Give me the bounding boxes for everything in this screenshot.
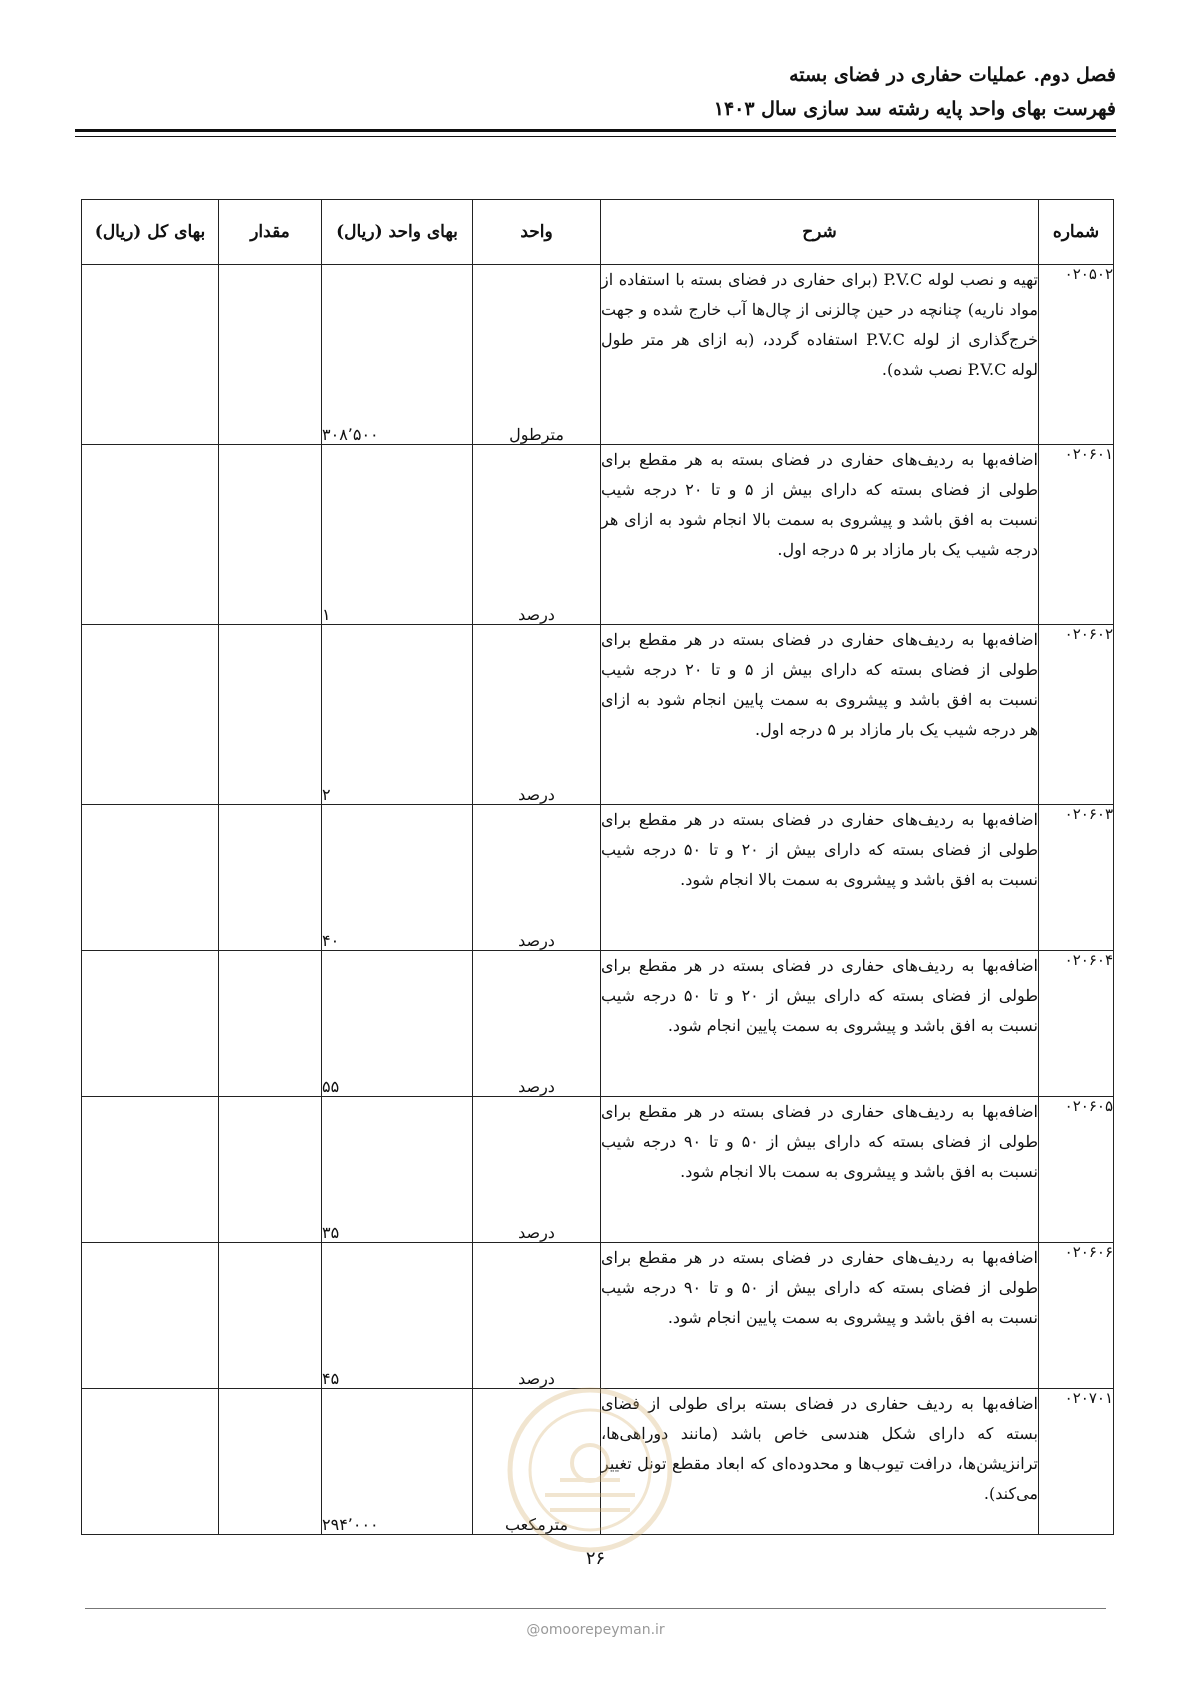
row-quantity	[219, 265, 322, 445]
table-row	[82, 1243, 1114, 1389]
row-description: اضافه‌بها به ردیف‌های حفاری در فضای بسته به هر مقطع برای طولی از فضای بسته که دارای بیش از ۵ و تا ۲۰ درجه شیب نسبت به افق باشد و پیشروی به سمت بالا انجام شود به ازای هر درجه شیب یک بار مازاد بر ۵ درجه اول.	[601, 445, 1039, 625]
row-unit-price: ۲	[322, 625, 473, 805]
footer-rule	[85, 1608, 1106, 1609]
col-header-total-price: بهای کل (ریال)	[82, 200, 219, 265]
row-total-price	[82, 951, 219, 1097]
website-watermark: @omoorepeyman.ir	[526, 1622, 665, 1638]
chapter-title: فصل دوم. عملیات حفاری در فضای بسته	[789, 64, 1116, 86]
row-description: اضافه‌بها به ردیف‌های حفاری در فضای بسته در هر مقطع برای طولی از فضای بسته که دارای بیش از ۲۰ و تا ۵۰ درجه شیب نسبت به افق باشد و پیشروی به سمت بالا انجام شود.	[601, 805, 1039, 951]
row-unit-price: ۳۵	[322, 1097, 473, 1243]
row-total-price	[82, 625, 219, 805]
row-number: ۰۲۰۶۰۳	[1039, 805, 1114, 951]
table-row	[82, 805, 1114, 951]
row-number: ۰۲۰۶۰۲	[1039, 625, 1114, 805]
seal-watermark-icon	[505, 1385, 675, 1555]
page-number: ۲۶	[585, 1548, 606, 1569]
row-unit-price: ۲۹۴٬۰۰۰	[322, 1389, 473, 1535]
row-description: اضافه‌بها به ردیف حفاری در فضای بسته برای طولی از فضای بسته که دارای شکل هندسی خاص باشد (مانند دوراهی‌ها، ترانزیشن‌ها، درافت تیوب‌ها و محدوده‌ای که ابعاد مقطع تونل تغییر می‌کند).	[601, 1389, 1039, 1535]
row-unit: درصد	[473, 1097, 601, 1243]
col-header-number: شماره	[1039, 200, 1114, 265]
page-header	[75, 58, 1116, 126]
row-total-price	[82, 445, 219, 625]
col-header-quantity: مقدار	[219, 200, 322, 265]
row-number: ۰۲۰۶۰۶	[1039, 1243, 1114, 1389]
table-row	[82, 445, 1114, 625]
table-header-row	[82, 200, 1114, 265]
row-quantity	[219, 1243, 322, 1389]
row-unit-price: ۱	[322, 445, 473, 625]
col-header-unit: واحد	[473, 200, 601, 265]
row-number: ۰۲۰۶۰۵	[1039, 1097, 1114, 1243]
row-unit: مترطول	[473, 265, 601, 445]
row-unit: مترمکعب	[473, 1389, 601, 1535]
row-quantity	[219, 445, 322, 625]
row-unit: درصد	[473, 1243, 601, 1389]
row-number: ۰۲۰۶۰۴	[1039, 951, 1114, 1097]
table-row	[82, 265, 1114, 445]
price-list-table	[81, 199, 1114, 1535]
row-quantity	[219, 1389, 322, 1535]
row-unit: درصد	[473, 805, 601, 951]
row-total-price	[82, 1389, 219, 1535]
row-total-price	[82, 1243, 219, 1389]
header-rule-thin	[75, 136, 1116, 137]
row-description: اضافه‌بها به ردیف‌های حفاری در فضای بسته در هر مقطع برای طولی از فضای بسته که دارای بیش از ۵ و تا ۲۰ درجه شیب نسبت به افق باشد و پیشروی به سمت پایین انجام شود به ازای هر درجه شیب یک بار مازاد بر ۵ درجه اول.	[601, 625, 1039, 805]
row-total-price	[82, 1097, 219, 1243]
row-description: اضافه‌بها به ردیف‌های حفاری در فضای بسته در هر مقطع برای طولی از فضای بسته که دارای بیش از ۲۰ و تا ۵۰ درجه شیب نسبت به افق باشد و پیشروی به سمت پایین انجام شود.	[601, 951, 1039, 1097]
row-number: ۰۲۰۷۰۱	[1039, 1389, 1114, 1535]
table-row	[82, 951, 1114, 1097]
row-quantity	[219, 1097, 322, 1243]
row-quantity	[219, 805, 322, 951]
row-total-price	[82, 265, 219, 445]
row-unit-price: ۳۰۸٬۵۰۰	[322, 265, 473, 445]
row-number: ۰۲۰۶۰۱	[1039, 445, 1114, 625]
header-rule-thick	[75, 129, 1116, 132]
row-unit: درصد	[473, 625, 601, 805]
row-unit-price: ۵۵	[322, 951, 473, 1097]
row-unit-price: ۴۵	[322, 1243, 473, 1389]
row-quantity	[219, 951, 322, 1097]
col-header-unit-price: بهای واحد (ریال)	[322, 200, 473, 265]
row-quantity	[219, 625, 322, 805]
document-title: فهرست بهای واحد پایه رشته سد سازی سال ۱۴۰۳	[713, 98, 1116, 120]
table-row	[82, 625, 1114, 805]
col-header-description: شرح	[601, 200, 1039, 265]
row-description: اضافه‌بها به ردیف‌های حفاری در فضای بسته در هر مقطع برای طولی از فضای بسته که دارای بیش از ۵۰ و تا ۹۰ درجه شیب نسبت به افق باشد و پیشروی به سمت بالا انجام شود.	[601, 1097, 1039, 1243]
row-unit: درصد	[473, 951, 601, 1097]
table-row	[82, 1097, 1114, 1243]
row-description: تهیه و نصب لوله P.V.C (برای حفاری در فضای بسته با استفاده از مواد ناریه) چنانچه در حین چالزنی از چال‌ها آب خارج شده و جهت خرج‌گذاری از لوله P.V.C استفاده گردد، (به ازای هر متر طول لوله P.V.C نصب شده).	[601, 265, 1039, 445]
row-description: اضافه‌بها به ردیف‌های حفاری در فضای بسته در هر مقطع برای طولی از فضای بسته که دارای بیش از ۵۰ و تا ۹۰ درجه شیب نسبت به افق باشد و پیشروی به سمت پایین انجام شود.	[601, 1243, 1039, 1389]
row-total-price	[82, 805, 219, 951]
row-unit: درصد	[473, 445, 601, 625]
row-unit-price: ۴۰	[322, 805, 473, 951]
row-number: ۰۲۰۵۰۲	[1039, 265, 1114, 445]
